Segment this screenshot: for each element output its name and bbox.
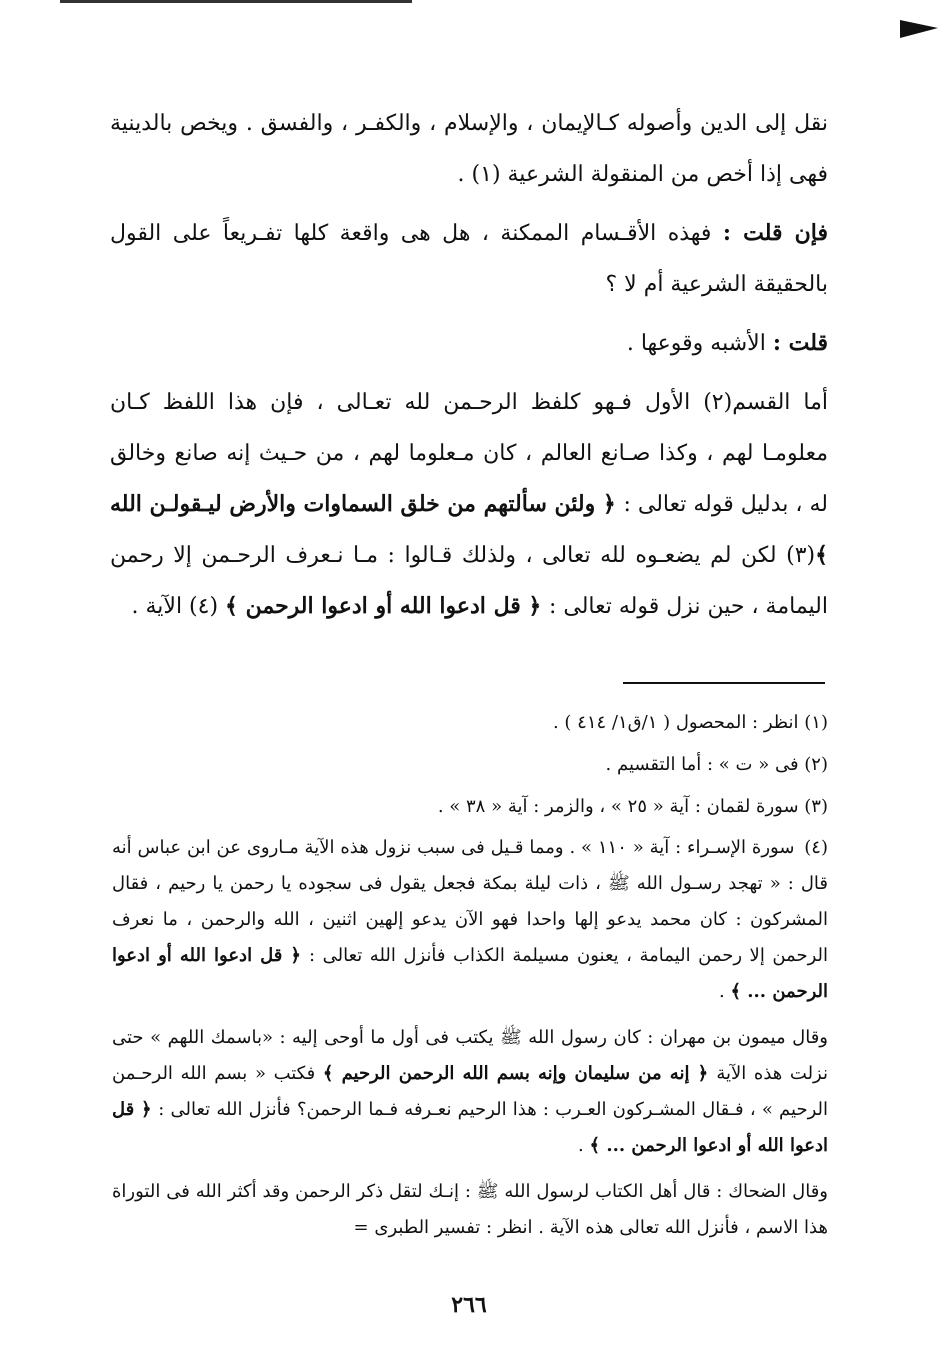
- paragraph-1: نقل إلى الدين وأصوله كـالإيمان ، والإسلام ، والكفـر ، والفسق . ويخص بالدينية فهى إذا أخص من المنقولة الشرعية (١) .: [110, 111, 828, 187]
- paragraph-2: فإن قلت : فهذه الأقـسام الممكنة ، هل هى واقعة كلها تفـريعاً على القول بالحقيقة الشرعية أم لا ؟: [110, 220, 828, 297]
- footnote-4-quran: ﴿ قل ادعوا الله أو ادعوا الرحمن ... ﴾: [112, 945, 828, 1002]
- quran-quote-2: ﴿ قل ادعوا الله أو ادعوا الرحمن ﴾: [225, 593, 549, 619]
- answer-lead: قلت :: [772, 330, 828, 356]
- paragraph-4: أما القسم(٢) الأول فـهو كلفظ الرحـمن لله تعـالى ، فإن هذا اللفظ كـان معلومـا لهم ، وكذا صـانع العالم ، كان مـعلوما لهم ، من حـيث إنه صانع وخالق له ، بدليل قوله تعالى : ﴿ ولئن سألتهم من خلق السماوات والأرض ليـقولـن الله ﴾(٣) لكن لم يضعـوه لله تعالى ، ولذلك قـالوا : مـا نـعرف الرحـمن إلا رحمن اليمامة ، حين نزل قوله تعالى : ﴿ قل ادعوا الله أو ادعوا الرحمن ﴾ (٤) الآية .: [110, 390, 828, 619]
- footnote-1: (١) انظر : المحصول ( ١/ق١/ ٤١٤ ) .: [552, 712, 828, 733]
- question-lead: فإن قلت :: [722, 220, 828, 246]
- corner-arrow-icon: [900, 20, 938, 38]
- top-rule: [60, 0, 412, 3]
- page-number: ٢٦٦: [451, 1292, 487, 1318]
- footnote-4-continuation-1: وقال ميمون بن مهران : كان رسول الله ﷺ يكتب فى أول ما أوحى إليه : «باسمك اللهم » حتى نزلت هذه الآية ﴿ إنه من سليمان وإنه بسم الله الرحمن الرحيم ﴾ فكتب « بسم الله الرحـمن الرحيم » ، فـقال المشـركون العـرب : هذا الرحيم نعـرفه فـما الرحمن؟ فأنزل الله تعالى : ﴿ قل ادعوا الله أو ادعوا الرحمن ... ﴾ .: [112, 1027, 828, 1156]
- quran-quote-1: ﴿ ولئن سألتهم من خلق السماوات والأرض ليـقولـن الله ﴾: [110, 491, 828, 568]
- paragraph-3: قلت : الأشبه وقوعها .: [626, 330, 828, 356]
- main-text: [110, 98, 828, 640]
- footnote-4-continuation-2: وقال الضحاك : قال أهل الكتاب لرسول الله ﷺ : إنـك لتقل ذكر الرحمن وقد أكثر الله فى التوراة هذا الاسم ، فأنزل الله تعالى هذه الآية . انظر : تفسير الطبرى =: [112, 1181, 828, 1238]
- footnote-2: (٢) فى « ت » : أما التقسيم .: [605, 754, 828, 775]
- footnote-3: (٣) سورة لقمان : آية « ٢٥ » ، والزمر : آية « ٣٨ » .: [437, 796, 828, 817]
- footnote-separator: [623, 682, 825, 684]
- footnote-4: (٤) سورة الإسـراء : آية « ١١٠ » . ومما قـيل فى سبب نزول هذه الآية مـاروى عن ابن عباس أنه قال : « تهجد رسـول الله ﷺ ، ذات ليلة بمكة فجعل يقول فى سجوده يا رحمن يا رحيم ، فقال المشركون : كان محمد يدعو إلها واحدا فهو الآن يدعو إلهين اثنين ، الله والرحمن ، ما نعرف الرحمن إلا رحمن اليمامة ، يعنون مسيلمة الكذاب فأنزل الله تعالى : ﴿ قل ادعوا الله أو ادعوا الرحمن ... ﴾ .: [112, 837, 828, 1002]
- footnotes: [112, 702, 828, 1246]
